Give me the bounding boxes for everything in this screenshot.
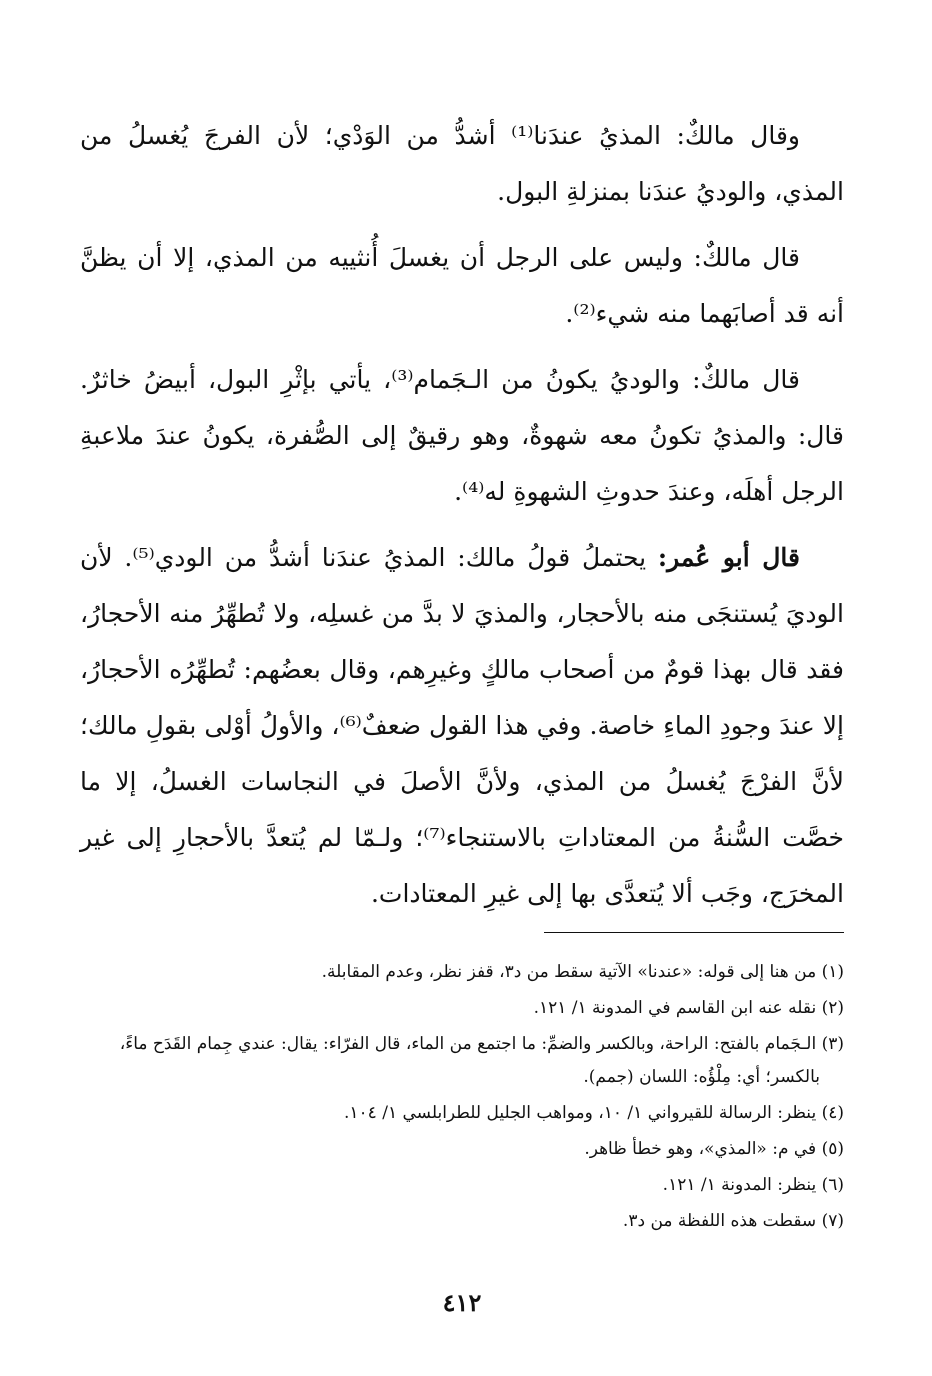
footnote-7: (٧) سقطت هذه اللفظة من د٣. [622, 1211, 844, 1231]
footnote-1: (١) من هنا إلى قوله: «عندنا» الآتية سقط من د٣، قفز نظر، وعدم المقابلة. [321, 962, 844, 982]
book-page [80, 108, 844, 1336]
paragraph-3 [80, 352, 844, 520]
paragraph-2 [80, 230, 844, 342]
paragraph-4-lead: قال أبو عُمر: [657, 543, 800, 572]
footnotes [80, 956, 844, 1241]
paragraph-1 [80, 108, 844, 220]
paragraph-1-text: وقال مالكٌ: المذيُ عندَنا⁽¹⁾ أشدُّ من الوَدْي؛ لأن الفرجَ يُغسلُ من المذي، والوديُ عندَنا بمنزلةِ البول. [80, 121, 844, 206]
paragraph-2-text: قال مالكٌ: وليس على الرجل أن يغسلَ أُنثييه من المذي، إلا أن يظنَّ أنه قد أصابَهما منه شيء⁽²⁾. [80, 243, 844, 328]
footnote-6: (٦) ينظر: المدونة ١/ ١٢١. [662, 1175, 844, 1195]
main-text [80, 108, 844, 922]
paragraph-3-text: قال مالكٌ: والوديُ يكونُ من الـجَمام⁽³⁾، يأتي بإثْرِ البول، أبيضُ خاثرٌ. قال: والمذيُ تكونُ معه شهوةٌ، وهو رقيقٌ إلى الصُّفرة، يكونُ عندَ ملاعبةِ الرجل أهلَه، وعندَ حدوثِ الشهوةِ له⁽⁴⁾. [80, 365, 844, 506]
paragraph-4-text: يحتملُ قولُ مالك: المذيُ عندَنا أشدُّ من الودي⁽⁵⁾. لأن الوديَ يُستنجَى منه بالأحجار، والمذيَ لا بدَّ من غسلِه، ولا تُطهِّرُ منه الأحجارُ، فقد قال بهذا قومٌ من أصحاب مالكٍ وغيرِهم، وقال بعضُهم: تُطهِّرُه الأحجارُ، إلا عندَ وجودِ الماءِ خاصة. وفي هذا القول ضعفٌ⁽⁶⁾، والأولُ أوْلى بقولِ مالك؛ لأنَّ الفرْجَ يُغسلُ من المذي، ولأنَّ الأصلَ في النجاسات الغسلُ، إلا ما خصَّت السُّنةُ من المعتاداتِ بالاستنجاء⁽⁷⁾؛ ولـمّا لم يُتعدَّ بالأحجارِ إلى غير المخرَج، وجَب ألا يُتعدَّى بها إلى غيرِ المعتادات. [80, 543, 845, 908]
page-number: ٤١٢ [442, 1288, 482, 1317]
footnote-3: (٣) الـجَمام بالفتح: الراحة، وبالكسر والضمِّ: ما اجتمع من الماء، قال الفرّاء: يقال: عندي جِمام القَدَح ماءً، بالكسر؛ أي: مِلْؤُه: اللسان (جمم). [119, 1034, 844, 1087]
footnote-divider [544, 932, 844, 933]
footnote-4: (٤) ينظر: الرسالة للقيرواني ١/ ١٠، ومواهب الجليل للطرابلسي ١/ ١٠٤. [344, 1103, 844, 1123]
paragraph-4 [80, 530, 844, 922]
footnote-5: (٥) في م: «المذي»، وهو خطأ ظاهر. [584, 1139, 844, 1159]
footnote-2: (٢) نقله عنه ابن القاسم في المدونة ١/ ١٢١. [533, 998, 844, 1018]
